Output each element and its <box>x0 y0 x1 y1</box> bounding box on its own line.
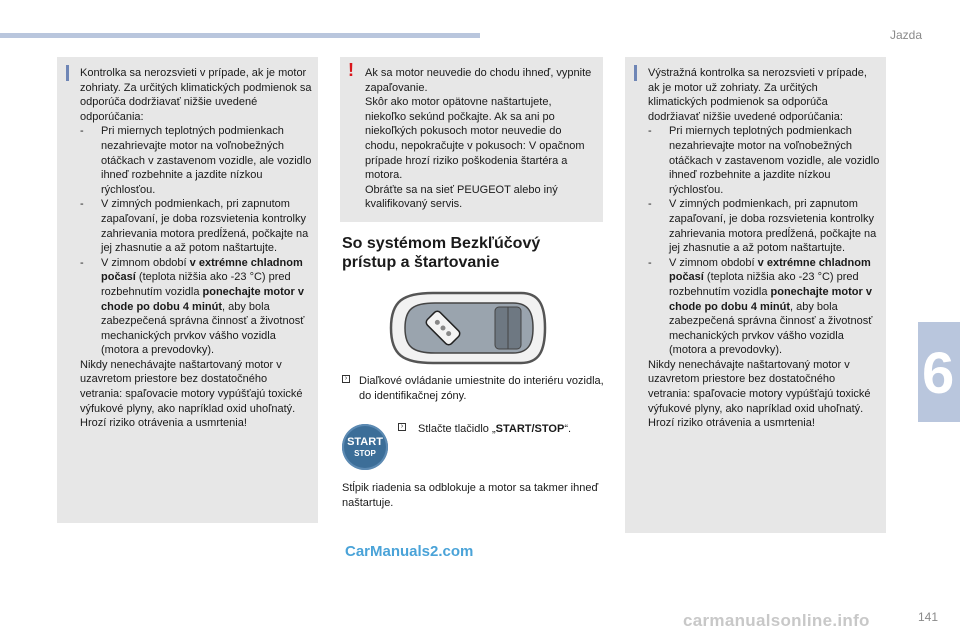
info-text-right <box>648 66 880 431</box>
list-item: - Pri miernych teplotných podmienkach nezahrievajte motor na voľnobežných otáčkach v zastavenom vozidle, ale vozidlo ihneď rozbehnite a jazdite nízkou rýchlosťou. <box>80 125 312 196</box>
info-marker-icon <box>66 65 69 81</box>
paragraph: Výstražná kontrolka sa nerozsvieti v prípade, ak je motor už zohriaty. Za určitých klimatických podmienok sa odporúča dodržiavať nižšie uvedené odporúčania: <box>648 67 867 123</box>
info-box-left <box>57 57 318 523</box>
bullet-arrow-icon: › <box>398 423 406 431</box>
warning-text: Ak sa motor neuvedie do chodu ihneď, vypnite zapaľovanie. Skôr ako motor opätovne naštartujete, niekoľko sekúnd počkajte. Ak sa ani po niekoľkých pokusoch motor neuvedie do chodu, nepokračujte v pokusoch: V opačnom prípade hrozí riziko poškodenia štartéra a motora. Obráťte sa na sieť PEUGEOT alebo iný kvalifikovaný servis. <box>365 67 592 211</box>
car-keyless-zone-illustration <box>383 283 553 373</box>
warning-icon: ! <box>348 60 354 80</box>
step-press-start: › Stlačte tlačidlo „START/STOP“. <box>398 422 598 437</box>
info-text-left <box>80 66 312 431</box>
list-item: - V zimných podmienkach, pri zapnutom zapaľovaní, je doba rozsvietenia kontrolky zahrievania motora predĺžená, počkajte na jej zhasnutie a až potom naštartujte. <box>648 198 877 255</box>
section-heading: So systémom Bezkľúčový prístup a štartovanie <box>342 235 541 271</box>
chapter-tab <box>918 322 960 422</box>
steering-note: Stĺpik riadenia sa odblokuje a motor sa takmer ihneď naštartuje. <box>342 482 599 509</box>
list-item: - Pri miernych teplotných podmienkach nezahrievajte motor na voľnobežných otáčkach v zastavenom vozidle, ale vozidlo ihneď rozbehnite a jazdite nízkou rýchlosťou. <box>648 125 880 196</box>
list-item: - V zimnom období v extrémne chladnom počasí (teplota nižšia ako -23 °C) pred rozbehnutím vozidla ponechajte motor v chode po dobu 4 minút, aby bola zabezpečená správna činnosť a životnosť mechanických prvkov vášho vozidla (motora a prevodovky). <box>648 256 873 357</box>
bullet-arrow-icon: › <box>342 375 350 383</box>
section-title: Jazda <box>889 28 922 42</box>
watermark-text: carmanualsonline.info <box>683 611 870 630</box>
step-place-remote: › Diaľkové ovládanie umiestnite do interiéru vozidla, do identifikačnej zóny. <box>342 374 604 403</box>
page-number: 141 <box>917 610 938 624</box>
start-stop-button: START STOP <box>342 424 388 470</box>
list-item: - V zimných podmienkach, pri zapnutom zapaľovaní, je doba rozsvietenia kontrolky zahrievania motora predĺžená, počkajte na jej zhasnutie a až potom naštartujte. <box>80 198 309 255</box>
info-box-right <box>625 57 886 533</box>
warning-box <box>340 57 603 222</box>
paragraph: Nikdy nenechávajte naštartovaný motor v uzavretom priestore bez dostatočného vetrania: spaľovacie motory vypúšťajú toxické výfukové plyny, ako napríklad oxid uhoľnatý. Hrozí riziko otrávenia a usmrtenia! <box>80 358 303 430</box>
watermark-link[interactable]: CarManuals2.com <box>345 543 474 560</box>
header-rule <box>0 33 480 38</box>
info-marker-icon <box>634 65 637 81</box>
chapter-number: 6 <box>922 341 955 406</box>
list-item: - V zimnom období v extrémne chladnom počasí (teplota nižšia ako -23 °C) pred rozbehnutím vozidla ponechajte motor v chode po dobu 4 minút, aby bola zabezpečená správna činnosť a životnosť mechanických prvkov vášho vozidla (motora a prevodovky). <box>80 256 305 357</box>
paragraph: Nikdy nenechávajte naštartovaný motor v uzavretom priestore bez dostatočného vetrania: spaľovacie motory vypúšťajú toxické výfukové plyny, ako napríklad oxid uhoľnatý. Hrozí riziko otrávenia a usmrtenia! <box>648 358 871 430</box>
paragraph: Kontrolka sa nerozsvieti v prípade, ak je motor zohriaty. Za určitých klimatických podmienok sa odporúča dodržiavať nižšie uvedené odporúčania: <box>80 67 312 123</box>
